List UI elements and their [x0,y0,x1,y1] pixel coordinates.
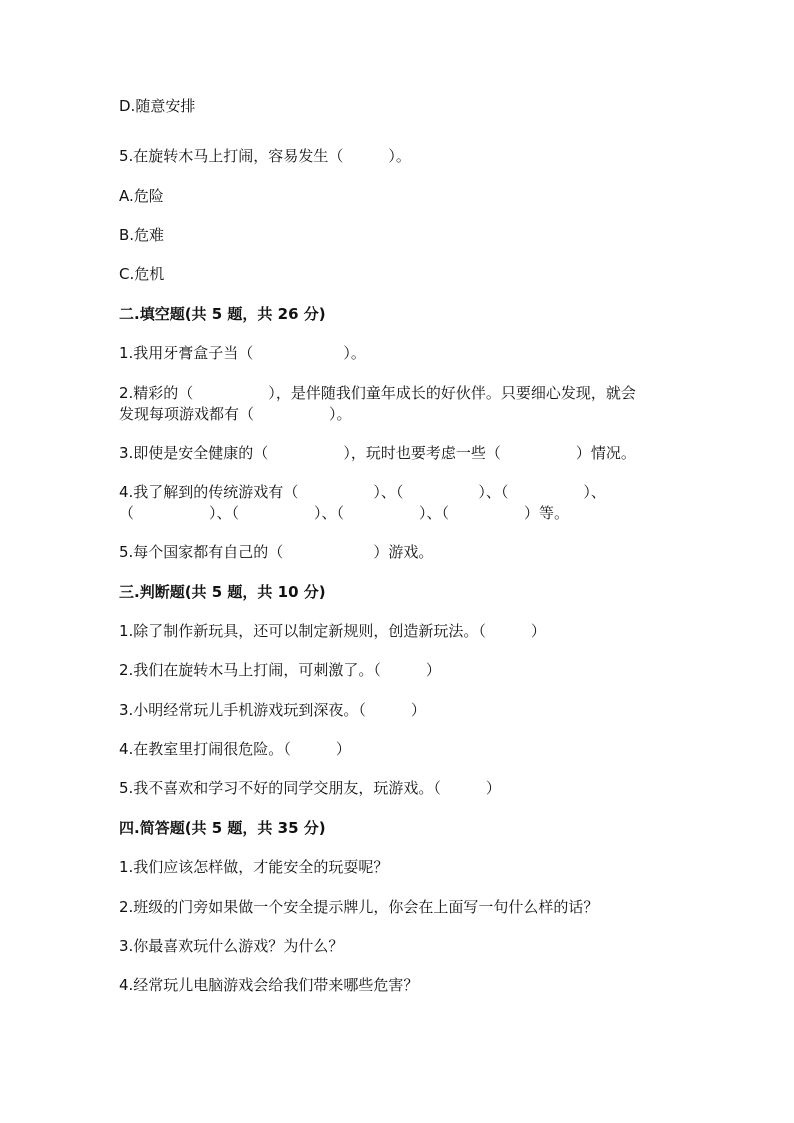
judge-q3: 3.小明经常玩儿手机游戏玩到深夜。（ ） [119,701,426,719]
fill-q1: 1.我用牙膏盒子当（ ）。 [119,344,366,362]
fill-q2-line2: 发现每项游戏都有（ ）。 [119,405,352,423]
short-q4: 4.经常玩儿电脑游戏会给我们带来哪些危害？ [119,976,419,994]
q5-option-b: B.危难 [119,226,165,244]
section-3-title: 三.判断题(共 5 题，共 10 分) [119,583,326,601]
fill-q2-line1: 2.精彩的（ ），是伴随我们童年成长的好伙伴。只要细心发现，就会 [119,384,636,402]
q5-option-a: A.危险 [119,187,164,205]
judge-q1: 1.除了制作新玩具，还可以制定新规则，创造新玩法。（ ） [119,622,546,640]
fill-q3: 3.即使是安全健康的（ ），玩时也要考虑一些（ ）情况。 [119,444,636,462]
q5-option-c: C.危机 [119,265,165,283]
section-2-title: 二.填空题(共 5 题，共 26 分) [119,305,326,323]
judge-q2: 2.我们在旋转木马上打闹，可刺激了。（ ） [119,661,441,679]
short-q2: 2.班级的门旁如果做一个安全提示牌儿，你会在上面写一句什么样的话？ [119,898,599,916]
judge-q4: 4.在教室里打闹很危险。（ ） [119,740,351,758]
judge-q5: 5.我不喜欢和学习不好的同学交朋友，玩游戏。（ ） [119,779,501,797]
q4-option-d: D.随意安排 [119,97,196,115]
fill-q4-line2: （ ）、（ ）、（ ）、（ ）等。 [119,504,570,522]
short-q3: 3.你最喜欢玩什么游戏？为什么？ [119,937,344,955]
q5-stem: 5.在旋转木马上打闹，容易发生（ ）。 [119,147,411,165]
short-q1: 1.我们应该怎样做，才能安全的玩耍呢？ [119,858,389,876]
fill-q5: 5.每个国家都有自己的（ ）游戏。 [119,543,434,561]
fill-q4-line1: 4.我了解到的传统游戏有（ ）、（ ）、（ ）、 [119,483,606,501]
section-4-title: 四.简答题(共 5 题，共 35 分) [119,819,326,837]
